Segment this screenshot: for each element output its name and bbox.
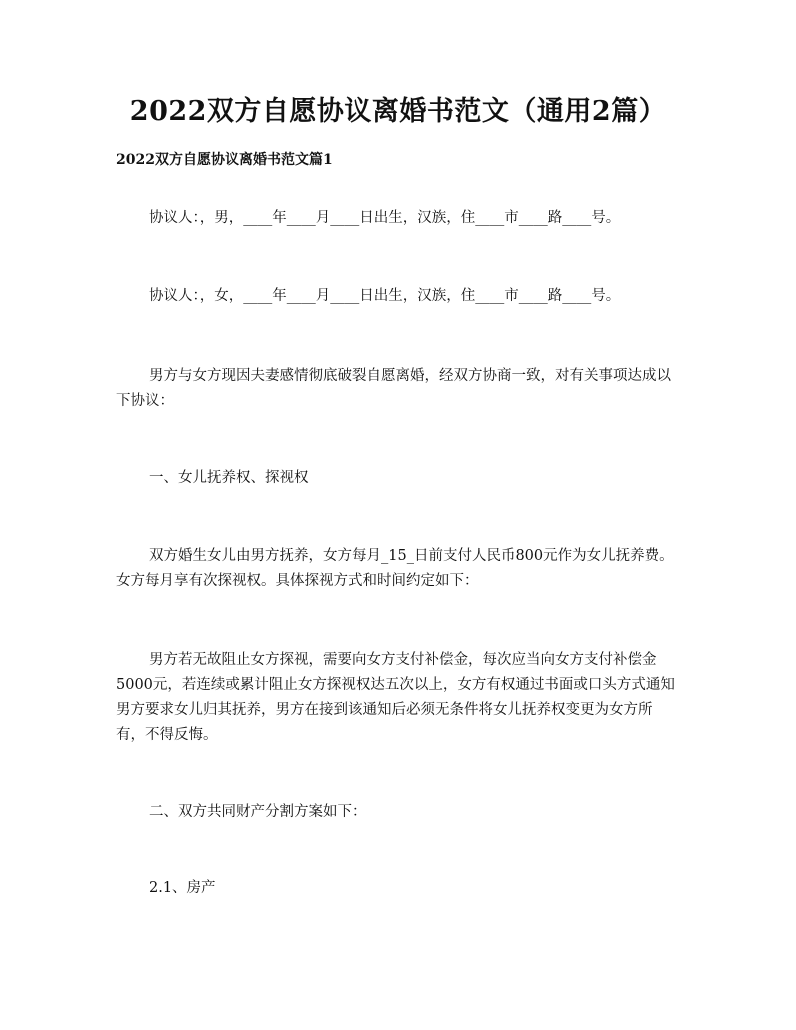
paragraph-compensation: 男方若无故阻止女方探视，需要向女方支付补偿金，每次应当向女方支付补偿金5000元，若连续或累计阻止女方探视权达五次以上，女方有权通过书面或口头方式通知男方要求女儿归其抚养，男方在接到该通知后必须无条件将女儿抚养权变更为女方所有，不得反悔。: [116, 652, 675, 743]
heading-custody: 一、女儿抚养权、探视权: [149, 470, 309, 486]
paragraph-party-female: 协议人：，女，____年____月____日出生，汉族，住____市____路____号。: [149, 288, 621, 304]
heading-property: 二、双方共同财产分割方案如下：: [149, 804, 367, 820]
heading-real-estate: 2.1、房产: [149, 880, 216, 896]
paragraph-party-male: 协议人：，男，____年____月____日出生，汉族，住____市____路____号。: [149, 210, 621, 226]
paragraph-intro: 男方与女方现因夫妻感情彻底破裂自愿离婚，经双方协商一致，对有关事项达成以下协议：: [116, 368, 671, 409]
document-title: 2022双方自愿协议离婚书范文（通用2篇）: [129, 96, 667, 127]
section-heading: 2022双方自愿协议离婚书范文篇1: [116, 152, 333, 168]
paragraph-custody: 双方婚生女儿由男方抚养，女方每月_15_日前支付人民币800元作为女儿抚养费。女方每月享有次探视权。具体探视方式和时间约定如下：: [116, 548, 674, 589]
